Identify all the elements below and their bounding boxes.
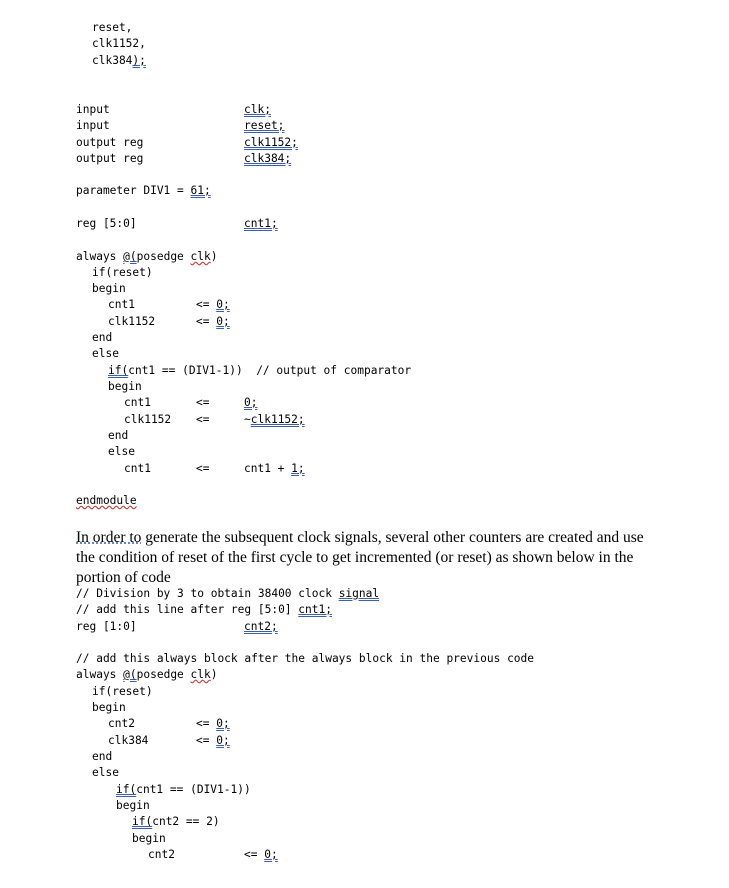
- code-line: begin: [92, 701, 126, 714]
- code-line: <= 0;: [196, 315, 230, 328]
- code-line: cnt1: [124, 462, 151, 475]
- code-line: <= 0;: [244, 848, 278, 861]
- code-line: cnt1 + 1;: [244, 462, 305, 475]
- code-line: <= 0;: [196, 734, 230, 747]
- code-keyword: reg [5:0]: [76, 217, 137, 230]
- paragraph-line: portion of code: [76, 569, 171, 586]
- code-line: always @(posedge clk): [76, 250, 218, 263]
- code-line: if(cnt2 == 2): [132, 815, 220, 828]
- code-line: <= 0;: [196, 298, 230, 311]
- code-line: clk1152: [124, 413, 172, 426]
- code-line: if(cnt1 == (DIV1-1)): [116, 783, 251, 796]
- paragraph-line: In order to generate the subsequent clock signals, several other counters are created and use: [76, 529, 644, 546]
- code-line: reset,: [92, 21, 133, 34]
- code-line: cnt1: [124, 396, 151, 409]
- code-identifier: clk384;: [244, 152, 292, 165]
- code-keyword: output reg: [76, 136, 144, 149]
- code-keyword: output reg: [76, 152, 144, 165]
- code-line: if(reset): [92, 685, 153, 698]
- paragraph-line: the condition of reset of the first cycle to get incremented (or reset) as shown below in the: [76, 549, 634, 566]
- code-line: begin: [132, 832, 166, 845]
- code-line: cnt2: [108, 717, 135, 730]
- code-keyword: reg [1:0]: [76, 620, 137, 633]
- code-line: end: [108, 429, 129, 442]
- code-identifier: cnt1;: [244, 217, 278, 230]
- code-line: begin: [116, 799, 150, 812]
- code-identifier: cnt2;: [244, 620, 278, 633]
- code-line: else: [92, 347, 119, 360]
- code-line: <= 0;: [196, 717, 230, 730]
- code-line: always @(posedge clk): [76, 668, 218, 681]
- code-line: parameter DIV1 = 61;: [76, 184, 211, 197]
- code-identifier: clk1152;: [244, 136, 298, 149]
- code-line: 0;: [244, 396, 258, 409]
- code-line: begin: [92, 282, 126, 295]
- code-line: cnt1: [108, 298, 135, 311]
- code-keyword: input: [76, 103, 110, 116]
- code-line: <=: [196, 462, 210, 475]
- code-comment: // Division by 3 to obtain 38400 clock signal: [76, 587, 380, 600]
- code-keyword: input: [76, 119, 110, 132]
- code-keyword-endmodule: endmodule: [76, 494, 137, 507]
- code-comment: // add this always block after the always block in the previous code: [76, 652, 535, 665]
- code-line: if(reset): [92, 266, 153, 279]
- code-line: else: [108, 445, 135, 458]
- code-line: clk384: [108, 734, 149, 747]
- code-line: cnt2: [148, 848, 175, 861]
- code-line: clk1152,: [92, 37, 146, 50]
- code-line: <=: [196, 396, 210, 409]
- code-identifier: clk;: [244, 103, 271, 116]
- code-line: end: [92, 331, 113, 344]
- code-line: else: [92, 766, 119, 779]
- code-identifier: reset;: [244, 119, 285, 132]
- code-line: if(cnt1 == (DIV1-1)) // output of comparator: [108, 364, 412, 377]
- code-line: begin: [108, 380, 142, 393]
- code-line: <=: [196, 413, 210, 426]
- code-line: end: [92, 750, 113, 763]
- code-comment: // add this line after reg [5:0] cnt1;: [76, 603, 332, 616]
- code-line: ~clk1152;: [244, 413, 305, 426]
- code-line: clk1152: [108, 315, 156, 328]
- code-line: clk384);: [92, 54, 146, 67]
